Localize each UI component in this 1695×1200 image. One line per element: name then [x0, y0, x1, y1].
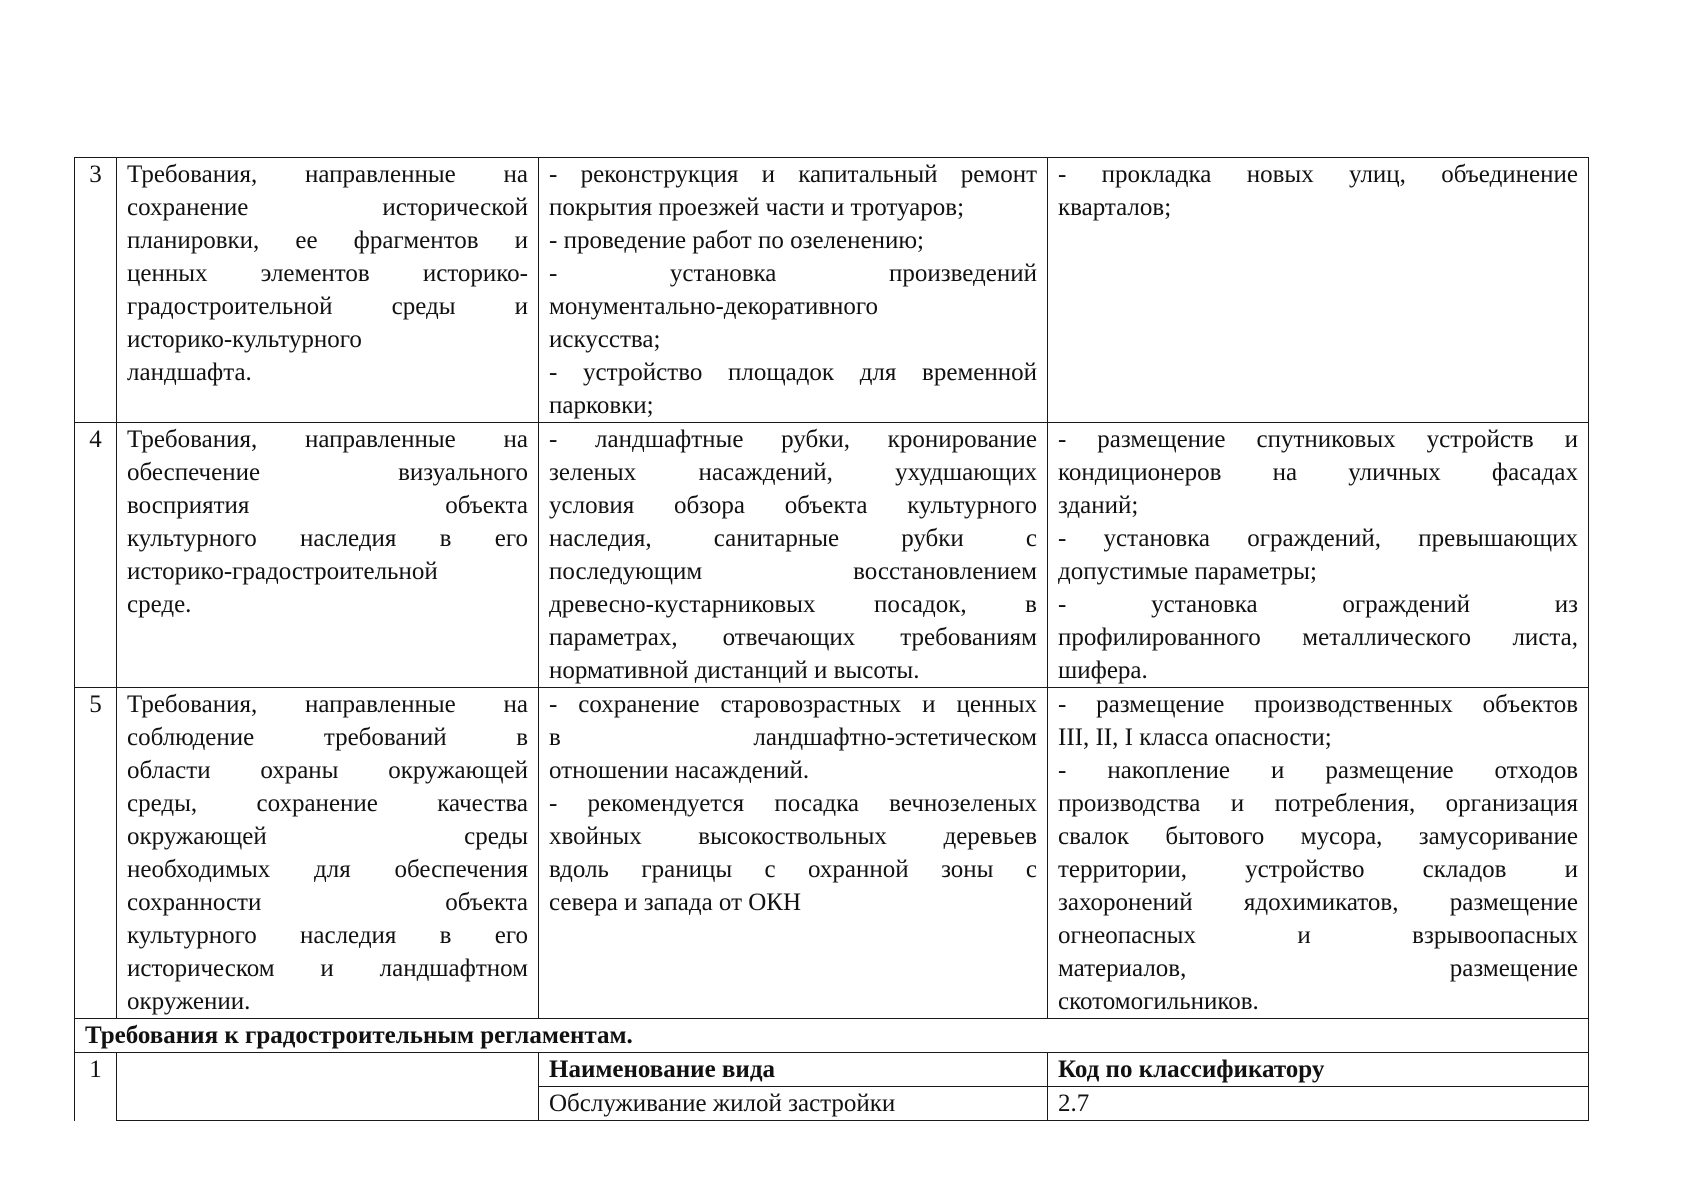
recommended-line: зеленых насаждений, ухудшающих [549, 459, 1037, 486]
recommended-line: - сохранение старовозрастных и ценных [549, 691, 1037, 718]
requirement-row [75, 423, 1589, 688]
regulation-value-name: Обслуживание жилой застройки [539, 1087, 1048, 1121]
requirement-line: сохранение исторической [127, 194, 528, 221]
row-number: 3 [75, 158, 117, 423]
regulation-header-row [75, 1053, 1589, 1087]
requirement-cell [117, 688, 539, 1019]
recommended-cell [539, 688, 1048, 1019]
recommended-line: монументально-декоративного [549, 293, 879, 320]
recommended-line: хвойных высокоствольных деревьев [549, 823, 1037, 850]
requirement-line: градостроительной среды и [127, 293, 528, 320]
recommended-line: древесно-кустарниковых посадок, в [549, 591, 1037, 618]
requirement-row [75, 688, 1589, 1019]
prohibited-line: территории, устройство складов и [1058, 856, 1578, 883]
recommended-line: - реконструкция и капитальный ремонт [549, 161, 1037, 188]
requirement-line: восприятия объекта [127, 492, 528, 519]
prohibited-line: материалов, размещение [1058, 955, 1578, 982]
prohibited-line: зданий; [1058, 492, 1139, 519]
prohibited-line: шифера. [1058, 657, 1148, 684]
prohibited-cell [1048, 688, 1589, 1019]
requirement-line: обеспечение визуального [127, 459, 528, 486]
requirement-line: ценных элементов историко- [127, 260, 528, 287]
section-header-row [75, 1019, 1589, 1053]
prohibited-line: - прокладка новых улиц, объединение [1058, 161, 1578, 188]
recommended-line: - ландшафтные рубки, кронирование [549, 426, 1037, 453]
requirement-line: области охраны окружающей [127, 757, 528, 784]
requirement-cell [117, 423, 539, 688]
regulation-empty-cell [117, 1053, 539, 1121]
requirement-line: Требования, направленные на [127, 426, 528, 453]
recommended-cell [539, 158, 1048, 423]
requirement-line: ландшафта. [127, 359, 252, 386]
prohibited-line: захоронений ядохимикатов, размещение [1058, 889, 1578, 916]
prohibited-line: профилированного металлического листа, [1058, 624, 1578, 651]
requirement-line: культурного наследия в его [127, 922, 528, 949]
prohibited-line: - размещение спутниковых устройств и [1058, 426, 1578, 453]
requirement-line: историко-градостроительной [127, 558, 438, 585]
prohibited-line: скотомогильников. [1058, 988, 1259, 1015]
requirements-body [75, 158, 1589, 1019]
requirement-line: окружающей среды [127, 823, 528, 850]
recommended-line: отношении насаждений. [549, 757, 810, 784]
recommended-line: искусства; [549, 326, 661, 353]
prohibited-line: допустимые параметры; [1058, 558, 1317, 585]
recommended-line: вдоль границы с охранной зоны с [549, 856, 1037, 883]
prohibited-line: кварталов; [1058, 194, 1172, 221]
prohibited-line: III, II, I класса опасности; [1058, 724, 1332, 751]
requirement-line: историческом и ландшафтном [127, 955, 528, 982]
prohibited-line: производства и потребления, организация [1058, 790, 1578, 817]
recommended-line: условия обзора объекта культурного [549, 492, 1037, 519]
prohibited-line: кондиционеров на уличных фасадах [1058, 459, 1578, 486]
requirement-line: культурного наследия в его [127, 525, 528, 552]
prohibited-line: - размещение производственных объектов [1058, 691, 1578, 718]
requirement-line: сохранности объекта [127, 889, 528, 916]
recommended-line: - установка произведений [549, 260, 1037, 287]
requirement-line: планировки, ее фрагментов и [127, 227, 528, 254]
prohibited-cell [1048, 158, 1589, 423]
row-number: 4 [75, 423, 117, 688]
recommended-line: севера и запада от ОКН [549, 889, 802, 916]
requirement-line: соблюдение требований в [127, 724, 528, 751]
requirement-line: окружении. [127, 988, 251, 1015]
recommended-line: - устройство площадок для временной [549, 359, 1037, 386]
requirement-line: Требования, направленные на [127, 691, 528, 718]
recommended-line: параметрах, отвечающих требованиям [549, 624, 1037, 651]
regulation-value-code: 2.7 [1048, 1087, 1589, 1121]
recommended-line: покрытия проезжей части и тротуаров; [549, 194, 965, 221]
prohibited-line: огнеопасных и взрывоопасных [1058, 922, 1578, 949]
regulation-header-name: Наименование вида [539, 1053, 1048, 1087]
regulations-table [74, 157, 1589, 1121]
recommended-line: последующим восстановлением [549, 558, 1037, 585]
regulation-header-code: Код по классификатору [1048, 1053, 1589, 1087]
section-title: Требования к градостроительным регламентам. [75, 1019, 1589, 1053]
requirement-line: среды, сохранение качества [127, 790, 528, 817]
requirement-line: необходимых для обеспечения [127, 856, 528, 883]
prohibited-line: - накопление и размещение отходов [1058, 757, 1578, 784]
recommended-cell [539, 423, 1048, 688]
requirement-row [75, 158, 1589, 423]
requirement-cell [117, 158, 539, 423]
prohibited-line: - установка ограждений, превышающих [1058, 525, 1578, 552]
recommended-line: - проведение работ по озеленению; [549, 227, 924, 254]
regulation-row-number: 1 [75, 1053, 117, 1121]
recommended-line: в ландшафтно-эстетическом [549, 724, 1037, 751]
recommended-line: парковки; [549, 392, 654, 419]
row-number: 5 [75, 688, 117, 1019]
prohibited-line: - установка ограждений из [1058, 591, 1578, 618]
requirement-line: среде. [127, 591, 192, 618]
prohibited-cell [1048, 423, 1589, 688]
prohibited-line: свалок бытового мусора, замусоривание [1058, 823, 1578, 850]
recommended-line: - рекомендуется посадка вечнозеленых [549, 790, 1037, 817]
recommended-line: нормативной дистанций и высоты. [549, 657, 920, 684]
requirement-line: историко-культурного [127, 326, 362, 353]
requirement-line: Требования, направленные на [127, 161, 528, 188]
recommended-line: наследия, санитарные рубки с [549, 525, 1037, 552]
